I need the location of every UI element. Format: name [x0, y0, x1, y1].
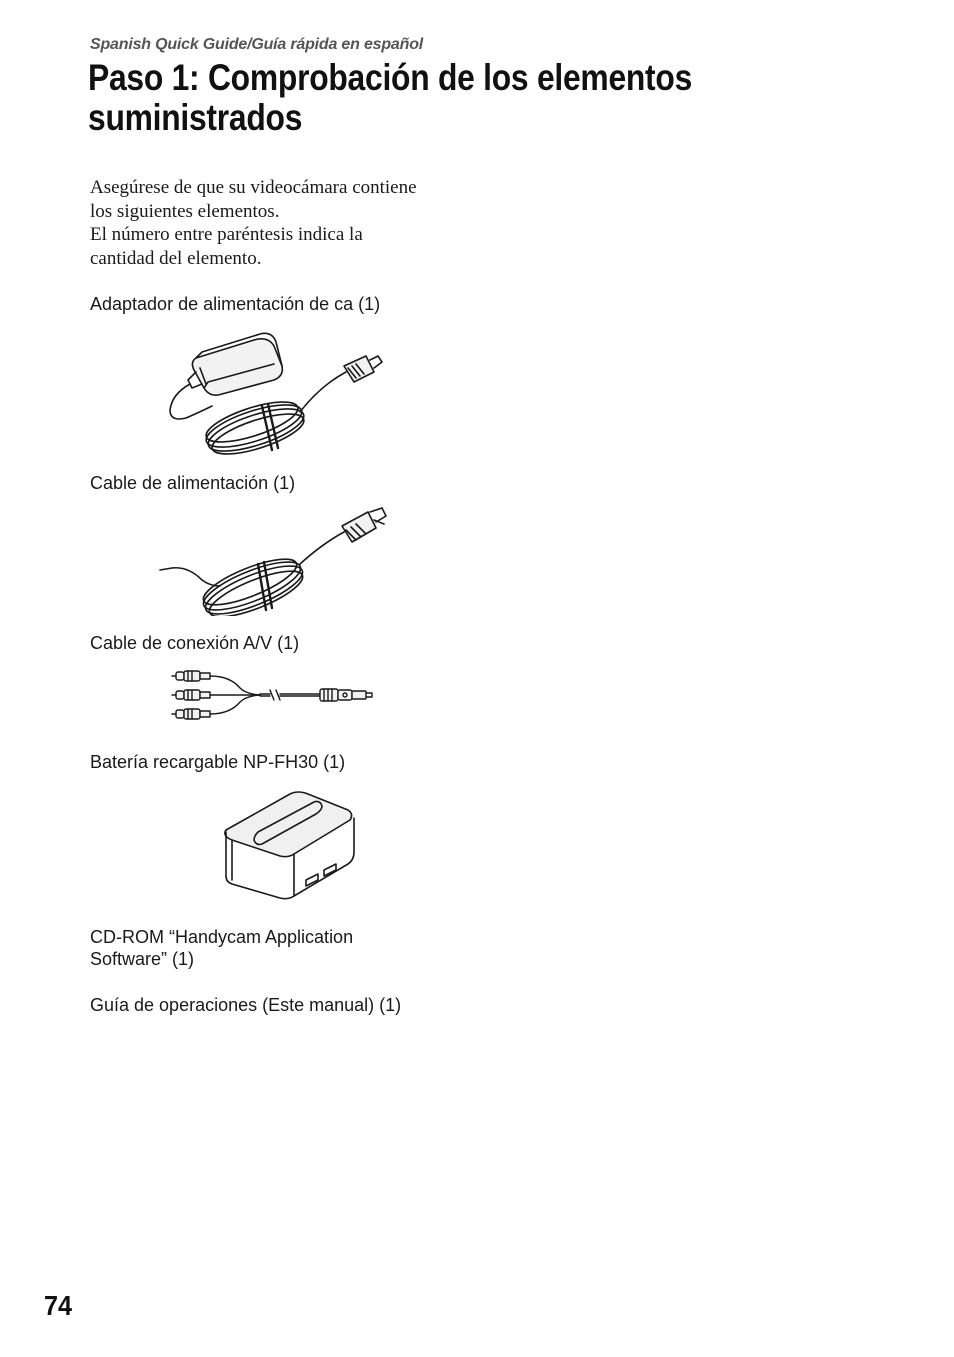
- intro-line-4: cantidad del elemento.: [90, 247, 262, 269]
- page-title-line-1: Paso 1: Comprobación de los elementos: [88, 57, 693, 98]
- item-label-ac-adaptor: Adaptador de alimentación de ca (1): [90, 294, 381, 314]
- page-title: [88, 58, 742, 138]
- item-label-cd-rom: [90, 926, 353, 970]
- power-cord-icon: [154, 500, 394, 616]
- ac-adaptor-icon: [160, 322, 390, 458]
- item-label-cd-rom-line-1: CD-ROM “Handycam Application: [90, 927, 354, 947]
- item-label-battery: Batería recargable NP-FH30 (1): [90, 752, 346, 772]
- item-label-cd-rom-line-2: Software” (1): [90, 949, 195, 969]
- page-number: 74: [44, 1290, 73, 1321]
- item-label-operating-guide: Guía de operaciones (Este manual) (1): [90, 995, 402, 1015]
- av-cable-icon: [170, 664, 390, 726]
- battery-icon: [218, 788, 360, 900]
- intro-line-1: Asegúrese de que su videocámara contiene: [90, 177, 417, 198]
- intro-line-2: los siguientes elementos.: [90, 200, 280, 222]
- intro-line-3: El número entre paréntesis indica la: [90, 224, 363, 245]
- intro-paragraph: [90, 176, 470, 270]
- item-label-power-cord: Cable de alimentación (1): [90, 473, 296, 493]
- page-title-line-2: suministrados: [88, 97, 303, 138]
- item-label-av-cable: Cable de conexión A/V (1): [90, 633, 300, 653]
- section-header: Spanish Quick Guide/Guía rápida en español: [90, 36, 424, 53]
